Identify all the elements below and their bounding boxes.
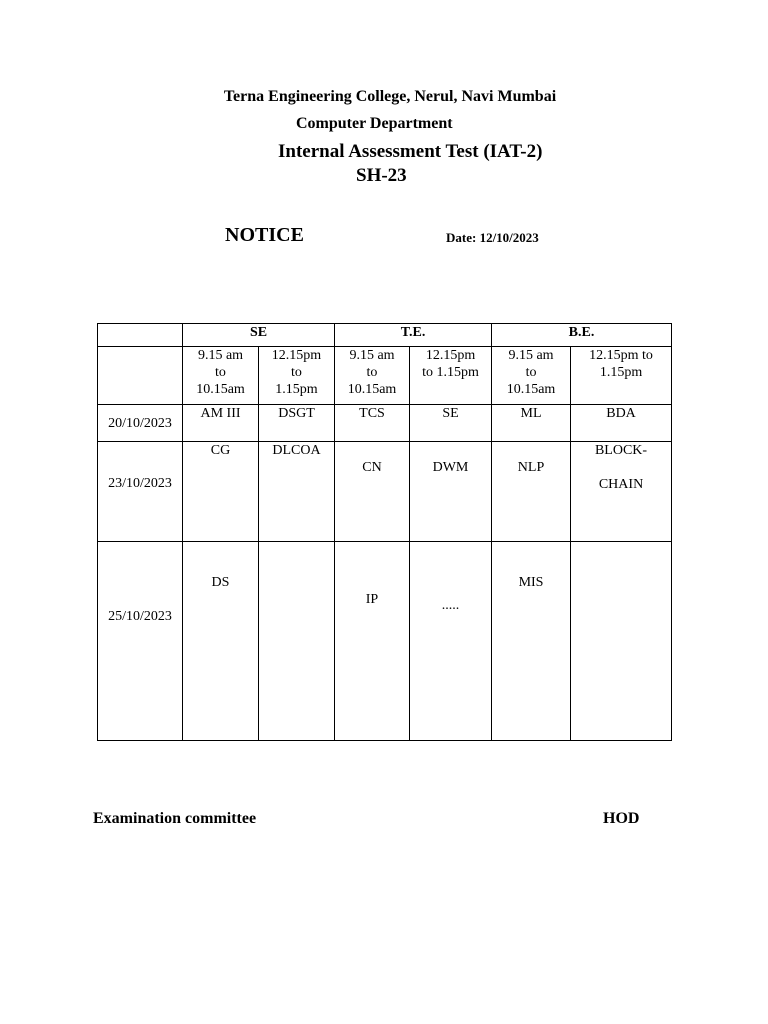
subject-cell: .....	[410, 542, 492, 741]
subject-cell: NLP	[492, 442, 571, 542]
slot-te-2: 12.15pm to 1.15pm	[410, 347, 492, 405]
subject-cell	[571, 542, 672, 741]
hod-signature: HOD	[603, 810, 640, 827]
row-date: 23/10/2023	[98, 442, 183, 542]
subject-cell: CN	[335, 442, 410, 542]
subject-cell: DLCOA	[259, 442, 335, 542]
time-slot-row	[98, 347, 672, 405]
slot-se-2: 12.15pm to 1.15pm	[259, 347, 335, 405]
test-title: Internal Assessment Test (IAT-2)	[278, 141, 543, 162]
subject-cell: AM III	[183, 405, 259, 442]
subject-cell: DWM	[410, 442, 492, 542]
notice-date: Date: 12/10/2023	[446, 230, 539, 245]
subject-cell	[259, 542, 335, 741]
group-header-row	[98, 324, 672, 347]
subject-cell: DS	[183, 542, 259, 741]
group-be: B.E.	[492, 324, 672, 347]
college-name: Terna Engineering College, Nerul, Navi Mumbai	[223, 88, 557, 105]
timetable	[97, 323, 672, 741]
group-te: T.E.	[335, 324, 492, 347]
row-date: 20/10/2023	[98, 405, 183, 442]
blank-cell	[98, 347, 183, 405]
subject-cell: CG	[183, 442, 259, 542]
subject-cell: ML	[492, 405, 571, 442]
department-name: Computer Department	[296, 115, 453, 132]
corner-cell	[98, 324, 183, 347]
slot-be-1: 9.15 am to 10.15am	[492, 347, 571, 405]
table-row	[98, 542, 672, 741]
notice-title: NOTICE	[225, 224, 304, 246]
subject-cell: SE	[410, 405, 492, 442]
table-row	[98, 442, 672, 542]
semester-code: SH-23	[356, 165, 407, 186]
subject-cell: DSGT	[259, 405, 335, 442]
slot-be-2: 12.15pm to 1.15pm	[571, 347, 672, 405]
exam-committee-signature: Examination committee	[93, 810, 257, 827]
row-date: 25/10/2023	[98, 542, 183, 741]
group-se: SE	[183, 324, 335, 347]
subject-cell: BDA	[571, 405, 672, 442]
slot-se-1: 9.15 am to 10.15am	[183, 347, 259, 405]
subject-cell: TCS	[335, 405, 410, 442]
subject-cell: IP	[335, 542, 410, 741]
slot-te-1: 9.15 am to 10.15am	[335, 347, 410, 405]
table-row	[98, 405, 672, 442]
subject-cell: MIS	[492, 542, 571, 741]
subject-cell: BLOCK- CHAIN	[571, 442, 672, 542]
